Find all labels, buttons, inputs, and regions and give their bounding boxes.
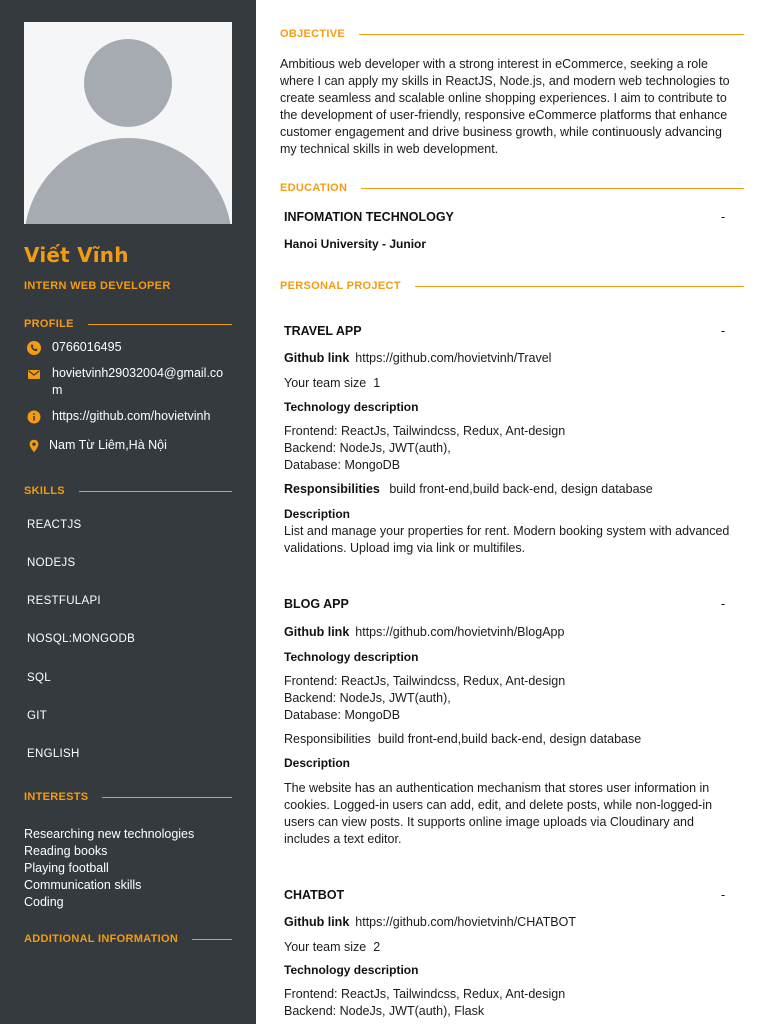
profile-heading-label: PROFILE — [24, 318, 74, 330]
team-size-label: Your team size — [284, 940, 367, 954]
skill-item: GIT — [27, 710, 48, 722]
projects-heading — [280, 279, 744, 293]
contact-location — [27, 437, 227, 454]
tech-line: Backend: NodeJs, JWT(auth), Flask — [284, 1004, 485, 1018]
tech-line: Backend: NodeJs, JWT(auth), — [284, 441, 451, 455]
avatar-head-shape — [84, 39, 172, 127]
responsibilities-label: Responsibilities — [284, 732, 371, 746]
github-link[interactable]: https://github.com/hovietvinh/Travel — [355, 351, 552, 365]
objective-heading-label: OBJECTIVE — [280, 28, 346, 40]
email-icon — [27, 367, 41, 381]
interests-heading — [24, 790, 232, 804]
location-text: Nam Từ Liêm,Hà Nội — [49, 438, 167, 452]
additional-info-heading-label: ADDITIONAL INFORMATION — [24, 933, 179, 945]
project-dash: - — [721, 888, 726, 902]
objective-heading-rule — [359, 34, 744, 35]
tech-description — [284, 423, 740, 474]
project-dash: - — [721, 597, 726, 611]
avatar-body-shape — [24, 138, 232, 224]
interests-heading-label: INTERESTS — [24, 791, 89, 803]
profile-heading — [24, 317, 232, 331]
interest-item: Communication skills — [24, 878, 142, 892]
project-team-row — [284, 939, 380, 956]
github-link[interactable]: https://github.com/hovietvinh/CHATBOT — [355, 915, 576, 929]
contact-github — [27, 408, 230, 425]
project-title: CHATBOT — [284, 888, 345, 902]
sidebar — [0, 0, 256, 1024]
responsibilities-text: build front-end,build back-end, design database — [389, 482, 653, 496]
email-link[interactable]: hovietvinh29032004@gmail.com — [52, 366, 224, 397]
info-icon — [27, 410, 41, 424]
candidate-name: Viết Vĩnh — [24, 243, 129, 267]
phone-number: 0766016495 — [52, 340, 122, 354]
interest-item: Coding — [24, 895, 64, 909]
objective-heading — [280, 27, 744, 41]
additional-info-heading-rule — [192, 939, 232, 940]
education-heading-rule — [361, 188, 744, 189]
location-pin-icon — [27, 439, 41, 453]
education-dash: - — [721, 210, 726, 224]
education-major: INFOMATION TECHNOLOGY — [284, 210, 454, 224]
tech-line: Frontend: ReactJs, Tailwindcss, Redux, Ant-design — [284, 424, 566, 438]
interest-item: Reading books — [24, 844, 108, 858]
objective-text: Ambitious web developer with a strong interest in eCommerce, seeking a role where I can apply my skills in ReactJS, Node.js, and modern web technologies to create seamless and scalable online shopping experiences. I aim to contribute to the development of user-friendly, responsive eCommerce platforms that enhance customer engagement and drive business growth, while continuously advancing my technical skills in web development. — [280, 57, 730, 156]
interest-item: Researching new technologies — [24, 827, 195, 841]
skill-item: NOSQL:MONGODB — [27, 633, 136, 645]
tech-description — [284, 673, 740, 724]
skills-heading — [24, 484, 232, 498]
tech-line: Frontend: ReactJs, Tailwindcss, Redux, Ant-design — [284, 674, 566, 688]
tech-description-label: Technology description — [284, 650, 419, 664]
project-github-row — [284, 624, 564, 641]
profile-photo-placeholder — [24, 22, 232, 224]
projects-heading-label: PERSONAL PROJECT — [280, 280, 401, 292]
responsibilities-row — [284, 481, 653, 498]
contact-phone — [27, 339, 230, 356]
skill-item: SQL — [27, 672, 51, 684]
tech-description — [284, 986, 740, 1020]
team-size-value: 2 — [373, 940, 381, 954]
skills-heading-label: SKILLS — [24, 485, 65, 497]
skill-item: RESTFULAPI — [27, 595, 101, 607]
profile-heading-rule — [88, 324, 232, 325]
team-size-value: 1 — [373, 376, 381, 390]
description-label: Description — [284, 507, 351, 521]
tech-line: Database: MongoDB — [284, 708, 401, 722]
interests-heading-rule — [102, 797, 232, 798]
github-label: Github link — [284, 915, 350, 929]
tech-line: Backend: NodeJs, JWT(auth), — [284, 691, 451, 705]
project-dash: - — [721, 324, 726, 338]
project-team-row — [284, 375, 380, 392]
additional-info-heading — [24, 932, 232, 946]
project-github-row — [284, 914, 576, 931]
contact-email — [27, 365, 230, 399]
project-title: TRAVEL APP — [284, 324, 362, 338]
team-size-label: Your team size — [284, 376, 367, 390]
tech-description-label: Technology description — [284, 963, 419, 977]
github-label: Github link — [284, 625, 350, 639]
description-text: The website has an authentication mechanism that stores user information in cookies. Logged-in users can add, edit, and delete posts, while non-logged-in users can view posts. It supports online image uploads via Cloudinary and includes a text editor. — [284, 781, 713, 846]
education-heading — [280, 181, 744, 195]
description-text: List and manage your properties for rent. Modern booking system with advanced validations. Upload img via link or multifiles. — [284, 524, 730, 555]
tech-description-label: Technology description — [284, 400, 419, 414]
tech-line: Database: MongoDB — [284, 458, 401, 472]
skill-item: REACTJS — [27, 519, 82, 531]
interest-item: Playing football — [24, 861, 109, 875]
github-label: Github link — [284, 351, 350, 365]
skill-item: ENGLISH — [27, 748, 80, 760]
skills-heading-rule — [79, 491, 232, 492]
description-label: Description — [284, 756, 351, 770]
responsibilities-text: build front-end,build back-end, design database — [377, 732, 642, 746]
tech-line: Frontend: ReactJs, Tailwindcss, Redux, Ant-design — [284, 987, 566, 1001]
responsibilities-label: Responsibilities — [284, 482, 380, 496]
github-link[interactable]: https://github.com/hovietvinh/BlogApp — [355, 625, 565, 639]
projects-heading-rule — [415, 286, 744, 287]
interests-list — [24, 826, 194, 911]
project-title: BLOG APP — [284, 597, 349, 611]
skill-item: NODEJS — [27, 557, 76, 569]
github-profile-link[interactable]: https://github.com/hovietvinh — [52, 409, 211, 423]
candidate-role: INTERN WEB DEVELOPER — [24, 280, 171, 292]
project-github-row — [284, 350, 551, 367]
education-heading-label: EDUCATION — [280, 182, 348, 194]
responsibilities-row — [284, 731, 641, 748]
phone-icon — [27, 341, 41, 355]
education-school: Hanoi University - Junior — [284, 237, 427, 251]
